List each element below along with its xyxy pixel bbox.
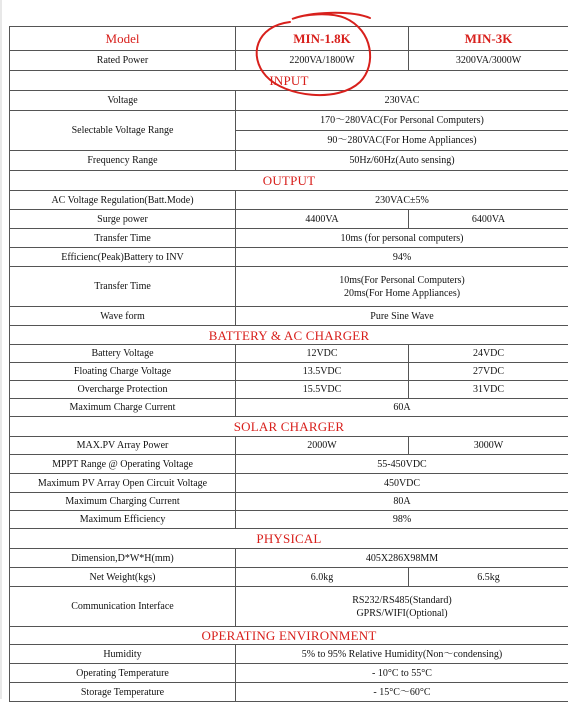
table-row — [10, 111, 568, 131]
section-row — [10, 529, 568, 549]
row-label: Maximum PV Array Open Circuit Voltage — [10, 474, 236, 493]
row-label: Wave form — [10, 307, 236, 326]
row-label: Rated Power — [10, 51, 236, 71]
section-row — [10, 71, 568, 91]
row-label: Maximum Charging Current — [10, 493, 236, 511]
cell-value: 6400VA — [409, 210, 568, 229]
section-title-solar: SOLAR CHARGER — [10, 417, 568, 437]
cell-value: 98% — [236, 511, 568, 529]
row-label: Overcharge Protection — [10, 381, 236, 399]
cell-value: 3000W — [409, 437, 568, 455]
table-row — [10, 229, 568, 248]
table-row — [10, 587, 568, 627]
cell-value: 94% — [236, 248, 568, 267]
row-label: Maximum Efficiency — [10, 511, 236, 529]
cell-value: 6.0kg — [236, 568, 409, 587]
cell-value-multiline — [236, 587, 568, 627]
cell-line: RS232/RS485(Standard) — [239, 594, 565, 607]
table-row — [10, 91, 568, 111]
cell-value: - 15°C～60°C — [236, 683, 568, 702]
cell-value: 60A — [236, 399, 568, 417]
cell-value: 3200VA/3000W — [409, 51, 568, 71]
table-row — [10, 437, 568, 455]
cell-value: 27VDC — [409, 363, 568, 381]
section-title-battery: BATTERY & AC CHARGER — [10, 326, 568, 345]
row-label: MPPT Range @ Operating Voltage — [10, 455, 236, 474]
section-title-environment: OPERATING ENVIRONMENT — [10, 627, 568, 645]
row-label: Battery Voltage — [10, 345, 236, 363]
spec-table — [9, 26, 568, 702]
cell-value: 4400VA — [236, 210, 409, 229]
row-label: Transfer Time — [10, 267, 236, 307]
row-label: MAX.PV Array Power — [10, 437, 236, 455]
table-row — [10, 493, 568, 511]
row-label: Humidity — [10, 645, 236, 664]
row-label: Transfer Time — [10, 229, 236, 248]
table-row — [10, 345, 568, 363]
cell-value: 15.5VDC — [236, 381, 409, 399]
cell-value: 2000W — [236, 437, 409, 455]
row-label: AC Voltage Regulation(Batt.Mode) — [10, 191, 236, 210]
cell-value: 90～280VAC(For Home Appliances) — [236, 131, 568, 151]
section-row — [10, 417, 568, 437]
cell-line: 10ms(For Personal Computers) — [239, 274, 565, 287]
row-label: Maximum Charge Current — [10, 399, 236, 417]
cell-value: Pure Sine Wave — [236, 307, 568, 326]
row-label: Frequency Range — [10, 151, 236, 171]
table-row — [10, 191, 568, 210]
row-label: Efficienc(Peak)Battery to INV — [10, 248, 236, 267]
cell-value: 405X286X98MM — [236, 549, 568, 568]
row-label: Operating Temperature — [10, 664, 236, 683]
row-label: Dimension,D*W*H(mm) — [10, 549, 236, 568]
table-row — [10, 664, 568, 683]
cell-value: 24VDC — [409, 345, 568, 363]
cell-value: 31VDC — [409, 381, 568, 399]
cell-line: 20ms(For Home Appliances) — [239, 287, 565, 300]
cell-value: 10ms (for personal computers) — [236, 229, 568, 248]
cell-line: GPRS/WIFI(Optional) — [239, 607, 565, 620]
table-row — [10, 267, 568, 307]
cell-value: 12VDC — [236, 345, 409, 363]
table-row — [10, 474, 568, 493]
model-name-1: MIN-1.8K — [236, 27, 409, 51]
page-edge — [0, 0, 2, 699]
table-row — [10, 210, 568, 229]
table-row — [10, 399, 568, 417]
table-row — [10, 511, 568, 529]
row-label: Voltage — [10, 91, 236, 111]
row-label: Net Weight(kgs) — [10, 568, 236, 587]
cell-value: 50Hz/60Hz(Auto sensing) — [236, 151, 568, 171]
row-label: Surge power — [10, 210, 236, 229]
table-row — [10, 455, 568, 474]
cell-value: 170～280VAC(For Personal Computers) — [236, 111, 568, 131]
section-row — [10, 171, 568, 191]
cell-value: 80A — [236, 493, 568, 511]
cell-value: 55-450VDC — [236, 455, 568, 474]
model-label: Model — [10, 27, 236, 51]
table-row — [10, 363, 568, 381]
table-row — [10, 381, 568, 399]
section-title-input: INPUT — [10, 71, 568, 91]
section-row — [10, 627, 568, 645]
section-row — [10, 326, 568, 345]
cell-value: 230VAC — [236, 91, 568, 111]
cell-value: 6.5kg — [409, 568, 568, 587]
row-label: Selectable Voltage Range — [10, 111, 236, 151]
row-label: Communication Interface — [10, 587, 236, 627]
model-name-2: MIN-3K — [409, 27, 568, 51]
section-title-output: OUTPUT — [10, 171, 568, 191]
cell-value: 450VDC — [236, 474, 568, 493]
table-row — [10, 27, 568, 51]
table-row — [10, 645, 568, 664]
table-row — [10, 51, 568, 71]
table-row — [10, 549, 568, 568]
row-label: Storage Temperature — [10, 683, 236, 702]
cell-value: 2200VA/1800W — [236, 51, 409, 71]
table-row — [10, 568, 568, 587]
row-label: Floating Charge Voltage — [10, 363, 236, 381]
table-row — [10, 151, 568, 171]
cell-value: 230VAC±5% — [236, 191, 568, 210]
section-title-physical: PHYSICAL — [10, 529, 568, 549]
table-row — [10, 248, 568, 267]
cell-value-multiline — [236, 267, 568, 307]
cell-value: 13.5VDC — [236, 363, 409, 381]
table-row — [10, 307, 568, 326]
cell-value: 5% to 95% Relative Humidity(Non～condensing) — [236, 645, 568, 664]
cell-value: - 10°C to 55°C — [236, 664, 568, 683]
